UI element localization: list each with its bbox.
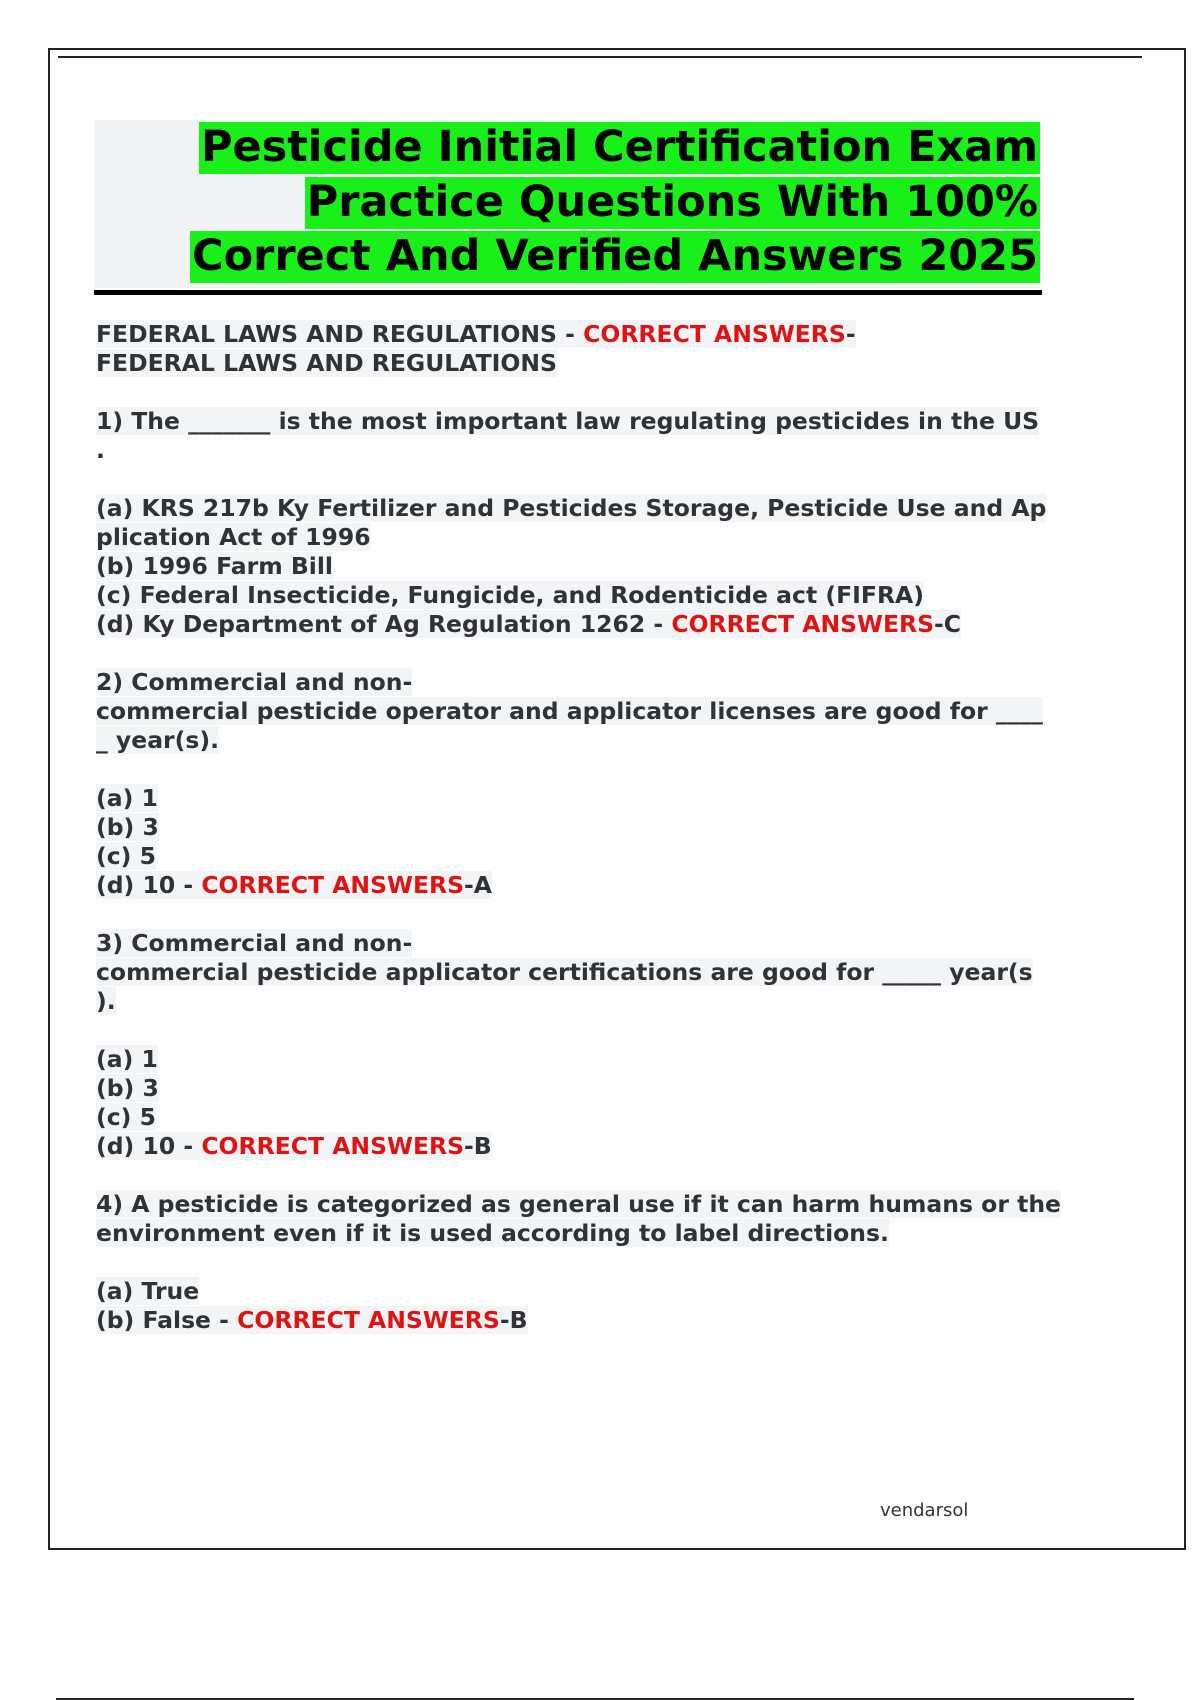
question-3-answer-marker: CORRECT ANSWERS [201, 1132, 465, 1160]
question-3-answer: -B [464, 1132, 492, 1160]
question-1-answer-marker: CORRECT ANSWERS [671, 610, 935, 638]
section-heading-repeat: FEDERAL LAWS AND REGULATIONS [96, 349, 557, 377]
question-2-option-d: (d) 10 - [96, 871, 202, 899]
section-heading-dash: - [845, 320, 856, 348]
question-2-stem: 2) Commercial and non- [96, 668, 413, 696]
question-2-answer-marker: CORRECT ANSWERS [201, 871, 465, 899]
question-2-option-a: (a) 1 [96, 784, 158, 812]
question-1-option-b: (b) 1996 Farm Bill [96, 552, 333, 580]
title-underline [94, 290, 1042, 295]
question-3-option-c: (c) 5 [96, 1103, 156, 1131]
title-line-1: Pesticide Initial Certification Exam [200, 122, 1038, 172]
question-1-stem-cont: . [96, 436, 105, 464]
question-3-option-d: (d) 10 - [96, 1132, 202, 1160]
question-3-stem-end: ). [96, 987, 116, 1015]
title-line-2: Practice Questions With 100% [306, 176, 1038, 227]
question-1-option-a: (a) KRS 217b Ky Fertilizer and Pesticides Storage, Pesticide Use and Ap [96, 494, 1047, 522]
question-3-stem-cont: commercial pesticide applicator certifications are good for _____ year(s [96, 958, 1033, 986]
question-4-answer-marker: CORRECT ANSWERS [237, 1306, 500, 1334]
question-3-option-b: (b) 3 [96, 1074, 159, 1102]
question-1-answer: -C [934, 610, 962, 638]
question-1-option-d: (d) Ky Department of Ag Regulation 1262 - [96, 610, 672, 638]
top-rule [58, 56, 1142, 58]
question-2 [96, 668, 1046, 900]
question-4-stem-cont: environment even if it is used according to label directions. [96, 1219, 889, 1247]
question-1 [96, 407, 1046, 639]
question-3 [96, 929, 1046, 1161]
title-block [94, 120, 1040, 288]
question-4-option-b: (b) False - [96, 1306, 238, 1334]
question-1-stem: 1) The _______ is the most important law regulating pesticides in the US [96, 407, 1040, 435]
question-1-option-c: (c) Federal Insecticide, Fungicide, and Rodenticide act (FIFRA) [96, 581, 924, 609]
question-1-option-a-cont: plication Act of 1996 [96, 523, 371, 551]
footer-author: vendarsol [880, 1500, 969, 1521]
question-4-answer: -B [499, 1306, 528, 1334]
question-2-stem-cont: commercial pesticide operator and applicator licenses are good for ____ [96, 697, 1043, 725]
section-heading-text: FEDERAL LAWS AND REGULATIONS - [96, 320, 584, 348]
question-2-option-b: (b) 3 [96, 813, 159, 841]
title-line-3: Correct And Verified Answers 2025 [192, 231, 1038, 281]
question-3-option-a: (a) 1 [96, 1045, 158, 1073]
question-3-stem: 3) Commercial and non- [96, 929, 413, 957]
section-answer-marker: CORRECT ANSWERS [583, 320, 846, 348]
question-4-stem: 4) A pesticide is categorized as general use if it can harm humans or the [96, 1190, 1061, 1218]
question-4-option-a: (a) True [96, 1277, 200, 1305]
section-heading [96, 320, 1046, 378]
document-body [96, 320, 1061, 1335]
question-4 [96, 1190, 1061, 1335]
question-2-stem-end: _ year(s). [96, 726, 220, 754]
question-2-answer: -A [464, 871, 492, 899]
document-title [190, 120, 1040, 284]
question-2-option-c: (c) 5 [96, 842, 156, 870]
